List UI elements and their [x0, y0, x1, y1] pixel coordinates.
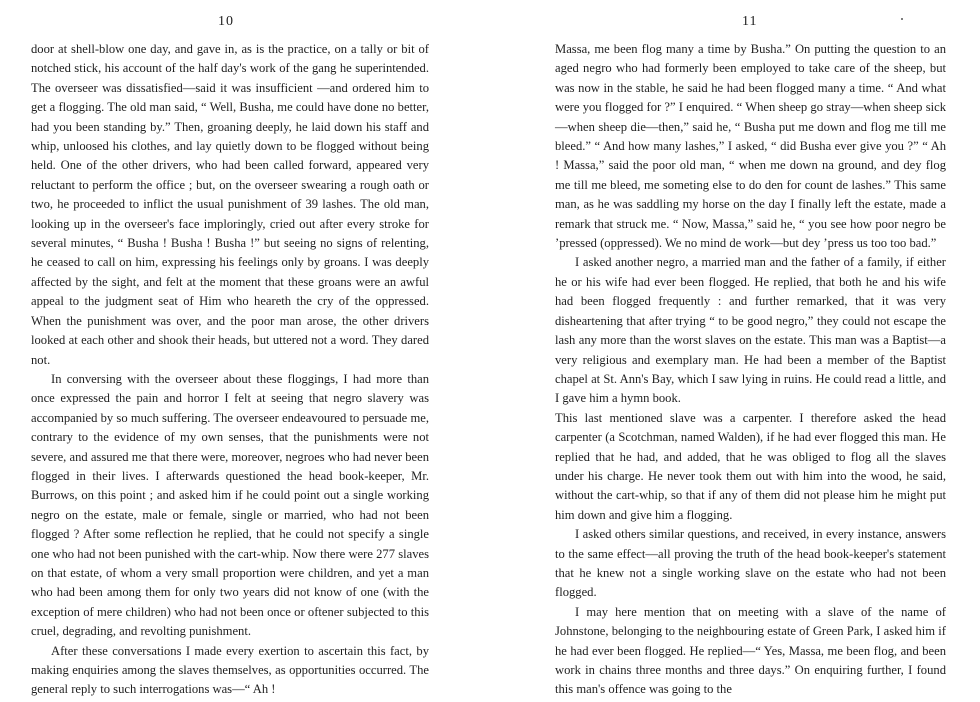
paragraph: In conversing with the overseer about these floggings, I had more than once expressed the pain and horror I felt at seeing that negro slavery was accompanied by so much suffering. The overseer endeavoured to persuade me, contrary to the evidence of my own senses, that the punishments were not severe, and assured me that there were, moreover, negroes who had never been flogged in their lives. I afterwards questioned the head book-keeper, Mr. Burrows, on this point ; and asked him if he could point out a single working negro on the estate, male or female, single or married, who had not been flogged ? After some reflection he replied, that he could not specify a single one who had not been punished with the cart-whip. Now there were 277 slaves on that estate, of whom a very small proportion were children, and yet a man who had been among them for only two years did not know of one (with the exception of mere children) who had not been once or oftener subjected to this cruel, degrading, and revolting punishment.: [31, 371, 429, 639]
paragraph: This last mentioned slave was a carpenter. I therefore asked the head carpenter (a Scotchman, named Walden), if he had ever flogged this man. He replied that he had, and added, that he was obliged to flog all the slaves under his charge. He never took them out with him into the wood, he said, without the cart-whip, so that if any of them did not please him he might put him down and give him a flogging.: [555, 410, 946, 522]
page-number: 10: [218, 14, 234, 29]
paragraph: door at shell-blow one day, and gave in, as is the practice, on a tally or bit of notched stick, his account of the half day's work of the gang he superintended. The overseer was dissatisfied—said it was insufficient —and ordered him to get a flogging. The old man said, “ Well, Busha, me could have done no better, had you been standing by.” Then, groaning deeply, he laid down his staff and whip, unloosed his clothes, and lay quietly down to be flogged without being held. One of the other drivers, who had been called forward, appeared very reluctant to perform the office ; but, on the overseer swearing a rough oath or two, he proceeded to inflict the usual punishment of 39 lashes. The old man, looking up in the overseer's face imploringly, cried out after every stroke for several minutes, “ Busha ! Busha ! Busha !” but seeing no signs of relenting, he ceased to call on him, expressing his feelings only by groans. I was deeply affected by the sight, and felt at the moment that these groans were an awful appeal to the judgment seat of Him who heareth the cry of the oppressed. When the punishment was over, and the poor man arose, the other drivers looked at each other and shook their heads, but uttered not a word. They dared not.: [31, 42, 429, 367]
paragraph: I may here mention that on meeting with a slave of the name of Johnstone, belonging to the neighbouring estate of Green Park, I asked him if he had ever been flogged. He replied—“ Yes, Massa, me been flog, and been work in chains three months and three days.” On enquiring further, I found this man's offence was going to the: [555, 604, 946, 697]
text-column: [555, 40, 946, 700]
speck-mark: [901, 18, 903, 20]
paragraph: I asked another negro, a married man and the father of a family, if either he or his wife had ever been flogged. He replied, that both he and his wife had been flogged frequently : and further remarked, that it was very disheartening that after trying “ to be good negro,” they could not escape the lash any more than the worst slaves on the estate. This man was a Baptist—a very religious and exemplary man. He had been a member of the Baptist chapel at St. Ann's Bay, which I saw lying in ruins. He could read a little, and I gave him a hymn book.: [555, 255, 946, 406]
paragraph: After these conversations I made every exertion to ascertain this fact, by making enquiries among the slaves themselves, as opportunities occurred. The general reply to such interrogations was—“ Ah !: [31, 643, 429, 697]
paragraph: Massa, me been flog many a time by Busha.” On putting the question to an aged negro who had formerly been employed to take care of the sheep, but was now in the stable, he said he had been flogged many a time. “ And what were you flogged for ?” I enquired. “ When sheep go stray—when sheep sick—when sheep die—then,” said he, “ Busha put me down and flog me till me bleed.” “ And how many lashes,” I asked, “ did Busha ever give you ?” “ Ah ! Massa,” said the poor old man, “ when me down na ground, and dey flog me till me bleed, me someting else to do den for count de lashes.” This same man, as he was saddling my horse on the day I finally left the estate, made a remark that struck me. “ Now, Massa,” said he, “ you see how poor negro be ’pressed (oppressed). We no mind de work—but dey ’press us too too bad.”: [555, 42, 946, 251]
text-column: [31, 40, 429, 700]
page-number: 11: [742, 14, 758, 29]
paragraph: I asked others similar questions, and received, in every instance, answers to the same effect—all proving the truth of the head book-keeper's statement that he knew not a single working slave on the estate who had not been flogged.: [555, 527, 946, 600]
